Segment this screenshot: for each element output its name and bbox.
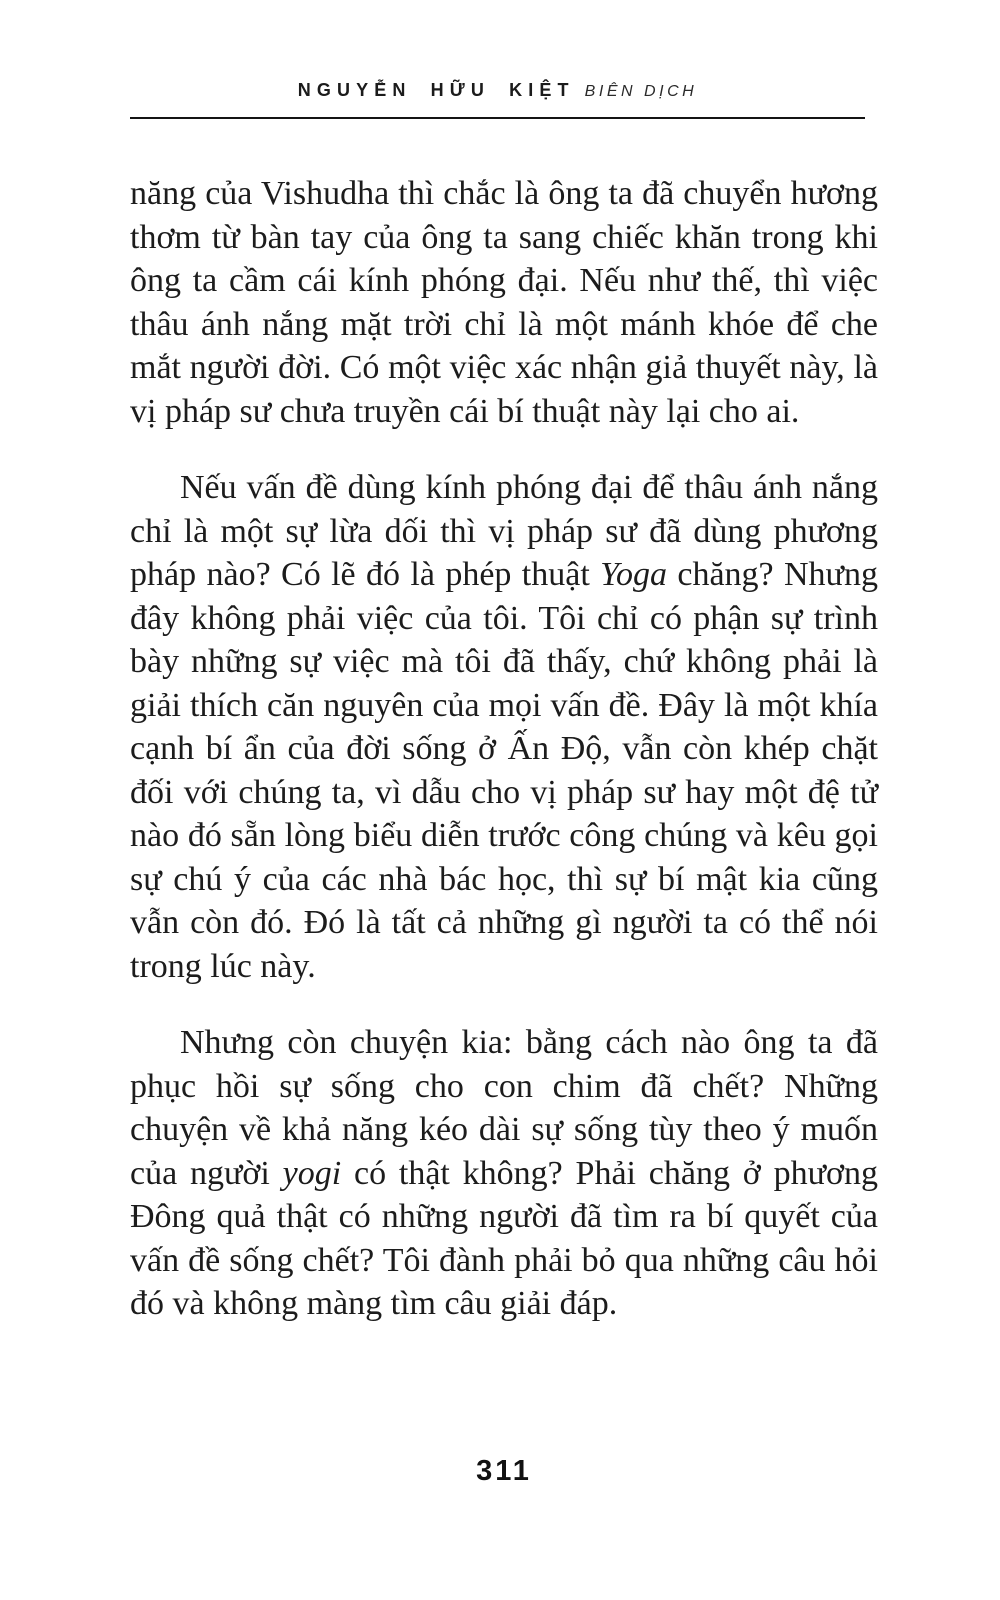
paragraph-3-text: Nhưng còn chuyện kia: bằng cách nào ông ta đã phục hồi sự sống cho con chim đã chết? Những chuyện về khả năng kéo dài sự sống tùy theo ý muốn của người xyxy=(130,1024,878,1192)
header-divider xyxy=(130,117,865,119)
paragraph-2-text: Nếu vấn đề dùng kính phóng đại để thâu ánh nắng chỉ là một sự lừa dối thì vị pháp sư đã dùng phương pháp nào? Có lẽ đó là phép thuật xyxy=(130,469,878,593)
italic-term-yogi: yogi xyxy=(282,1154,342,1192)
page-body xyxy=(130,172,878,1359)
paragraph-2 xyxy=(130,466,878,988)
italic-term-yoga: Yoga xyxy=(600,556,667,593)
header-role: BIÊN DỊCH xyxy=(584,83,698,100)
page-number: 311 xyxy=(476,1455,532,1487)
running-header xyxy=(130,80,865,101)
paragraph-2-text-continued: chăng? Nhưng đây không phải việc của tôi. Tôi chỉ có phận sự trình bày những sự việc mà tôi đã thấy, chứ không phải là giải thích căn nguyên của mọi vấn đề. Đây là một khía cạnh bí ẩn của đời sống ở Ấn Độ, vẫn còn khép chặt đối với chúng ta, vì dẫu cho vị pháp sư hay một đệ tử nào đó sẵn lòng biểu diễn trước công chúng và kêu gọi sự chú ý của các nhà bác học, thì sự bí mật kia cũng vẫn còn đó. Đó là tất cả những gì người ta có thể nói trong lúc này. xyxy=(130,556,878,985)
paragraph-3-text-continued: có thật không? Phải chăng ở phương Đông quả thật có những người đã tìm ra bí quyết của vấn đề sống chết? Tôi đành phải bỏ qua những câu hỏi đó và không màng tìm câu giải đáp. xyxy=(130,1154,878,1322)
header-author: NGUYỄN HỮU KIỆT xyxy=(297,80,575,100)
paragraph-3 xyxy=(130,1021,878,1326)
paragraph-1: năng của Vishudha thì chắc là ông ta đã chuyển hương thơm từ bàn tay của ông ta sang chiếc khăn trong khi ông ta cầm cái kính phóng đại. Nếu như thế, thì việc thâu ánh nắng mặt trời chỉ là một mánh khóe để che mắt người đời. Có một việc xác nhận giả thuyết này, là vị pháp sư chưa truyền cái bí thuật này lại cho ai. xyxy=(130,175,878,430)
